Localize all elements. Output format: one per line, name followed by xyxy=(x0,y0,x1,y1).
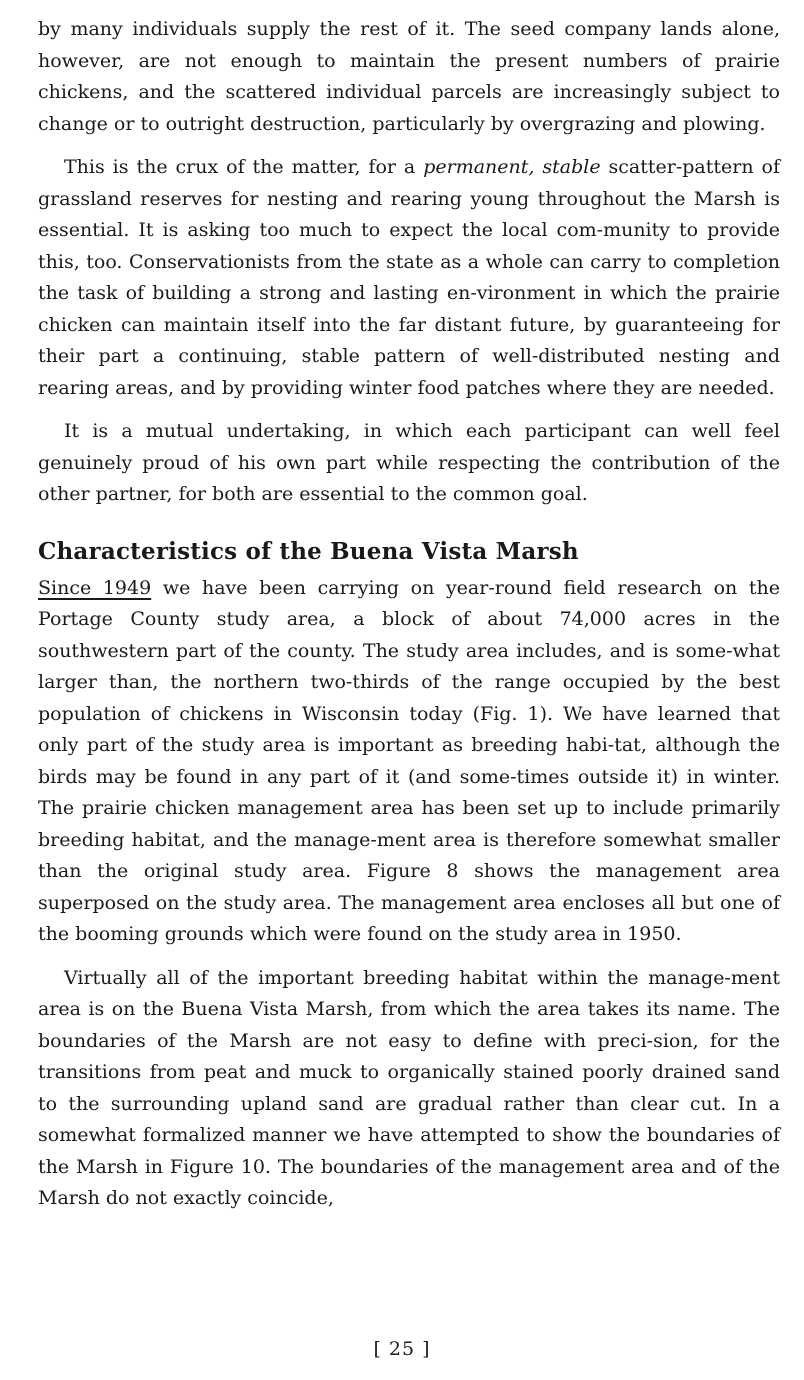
document-page xyxy=(38,14,780,1215)
underlined-phrase: Since 1949 xyxy=(38,576,152,599)
section-heading: Characteristics of the Buena Vista Marsh xyxy=(38,537,579,565)
paragraph-continued: by many individuals supply the rest of it. The seed company lands alone, however, are not enough to maintain the present numbers of prairie chickens, and the scattered individual parcels are increasingly subject to change or to outright destruction, particularly by overgrazing and plowing. xyxy=(38,18,780,135)
paragraph-crux-after: scatter-pattern of grassland reserves for nesting and rearing young throughout the Marsh is essential. It is asking too much to expect the local com-munity to provide this, too. Conservationists from the state as a whole can carry to completion the task of building a strong and lasting en-vironment in which the prairie chicken can maintain itself into the far distant future, by guaranteeing for their part a continuing, stable pattern of well-distributed nesting and rearing areas, and by providing winter food patches where they are needed. xyxy=(38,156,780,399)
paragraph-research xyxy=(38,573,780,951)
paragraph-research-rest: we have been carrying on year-round field research on the Portage County study area, a block of about 74,000 acres in the southwestern part of the county. The study area includes, and is some-what larger than, the northern two-thirds of the range occupied by the best population of chickens in Wisconsin today (Fig. 1). We have learned that only part of the study area is important as breeding habi-tat, although the birds may be found in any part of it (and some-times outside it) in winter. The prairie chicken management area has been set up to include primarily breeding habitat, and the manage-ment area is therefore somewhat smaller than the original study area. Figure 8 shows the management area superposed on the study area. The management area encloses all but one of the booming grounds which were found on the study area in 1950. xyxy=(38,576,780,945)
paragraph-crux-before: This is the crux of the matter, for a xyxy=(64,156,424,178)
paragraph-habitat: Virtually all of the important breeding habitat within the manage-ment area is on the Buena Vista Marsh, from which the area takes its name. The boundaries of the Marsh are not easy to define with preci-sion, for the transitions from peat and muck to organically stained poorly drained sand to the surrounding upland sand are gradual rather than clear cut. In a somewhat formalized manner we have attempted to show the boundaries of the Marsh in Figure 10. The boundaries of the management area and of the Marsh do not exactly coincide, xyxy=(38,966,780,1209)
page-number: [ 25 ] xyxy=(373,1338,431,1360)
paragraph-crux-emphasis: permanent, stable xyxy=(423,156,601,178)
paragraph-mutual: It is a mutual undertaking, in which each participant can well feel genuinely proud of his own part while respecting the contribution of the other partner, for both are essential to the common goal. xyxy=(38,420,780,505)
paragraph-crux xyxy=(38,152,780,404)
